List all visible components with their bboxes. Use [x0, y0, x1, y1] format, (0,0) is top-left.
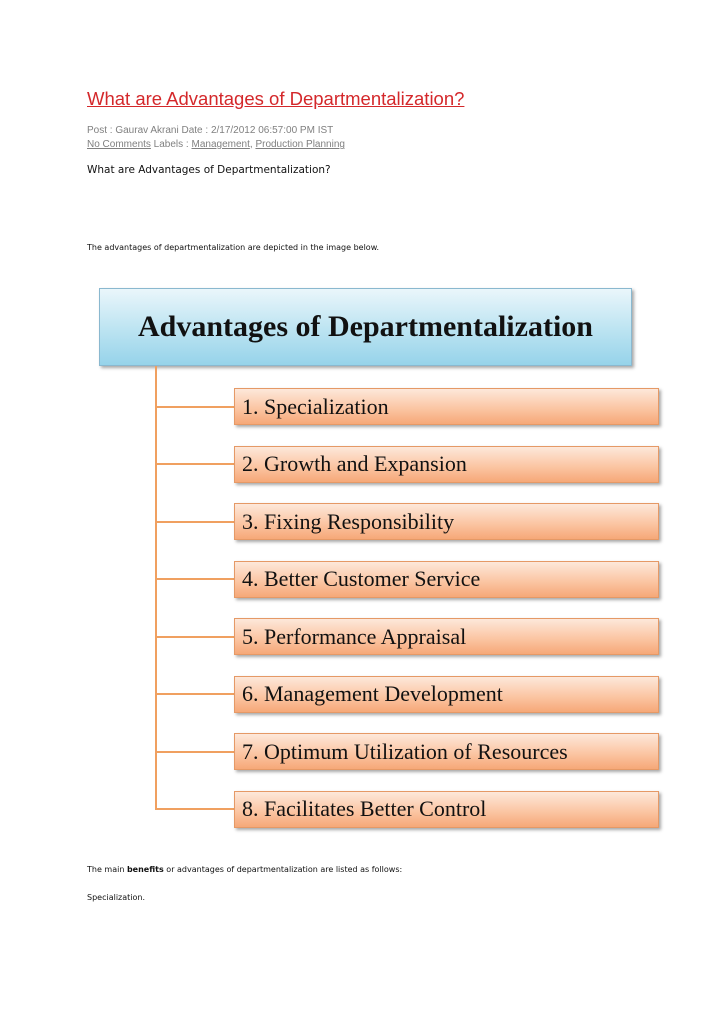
diagram-connector-4: [155, 578, 234, 580]
diagram-item-box-4: [234, 561, 659, 598]
diagram-item-label-2: 2. Growth and Expansion: [242, 451, 467, 476]
diagram-item-box-5: [234, 618, 659, 655]
diagram-item-box-6: [234, 676, 659, 713]
benefits-paragraph: [87, 865, 402, 874]
first-advantage-heading: Specialization.: [87, 893, 146, 902]
diagram-header-text: Advantages of Departmentalization: [138, 310, 593, 343]
diagram-item-box-7: [234, 733, 659, 770]
benefits-bold: benefits: [126, 865, 164, 874]
diagram-item-box-1: [234, 388, 659, 425]
comments-link[interactable]: No Comments: [87, 139, 151, 150]
diagram-connector-3: [155, 521, 234, 523]
label-separator: ,: [249, 139, 256, 150]
diagram-connector-5: [155, 636, 234, 638]
post-labels-line: [87, 139, 345, 150]
diagram-item-box-2: [234, 446, 659, 483]
diagram-connector-7: [155, 751, 234, 753]
diagram-item-label-5: 5. Performance Appraisal: [242, 623, 467, 649]
diagram-connector-1: [155, 406, 234, 408]
benefits-suffix: or advantages of departmentalization are listed as follows:: [163, 865, 403, 874]
post-meta: Post : Gaurav Akrani Date : 2/17/2012 06:57:00 PM IST: [87, 125, 334, 136]
diagram-header-box: [99, 288, 632, 366]
labels-prefix: Labels :: [150, 139, 192, 150]
diagram-connector-2: [155, 463, 234, 465]
diagram-item-box-3: [234, 503, 659, 540]
intro-paragraph: The advantages of departmentalization are depicted in the image below.: [87, 243, 380, 252]
benefits-prefix: The main: [87, 865, 127, 874]
diagram-item-label-4: 4. Better Customer Service: [242, 566, 481, 591]
post-title-link[interactable]: What are Advantages of Departmentalization?: [87, 88, 465, 109]
label-production-planning-link[interactable]: Production Planning: [255, 139, 345, 150]
diagram-connector-8: [155, 808, 234, 810]
diagram-connector-6: [155, 693, 234, 695]
diagram-item-box-8: [234, 791, 659, 828]
diagram-connector-vertical: [155, 366, 157, 810]
diagram-item-label-8: 8. Facilitates Better Control: [242, 796, 487, 821]
diagram-item-label-7: 7. Optimum Utilization of Resources: [242, 738, 568, 764]
diagram-item-label-6: 6. Management Development: [242, 681, 503, 706]
diagram-item-label-1: 1. Specialization: [242, 393, 389, 419]
question-heading: What are Advantages of Departmentalization?: [87, 164, 331, 176]
label-management-link[interactable]: Management: [191, 139, 250, 150]
diagram-item-label-3: 3. Fixing Responsibility: [242, 508, 455, 534]
